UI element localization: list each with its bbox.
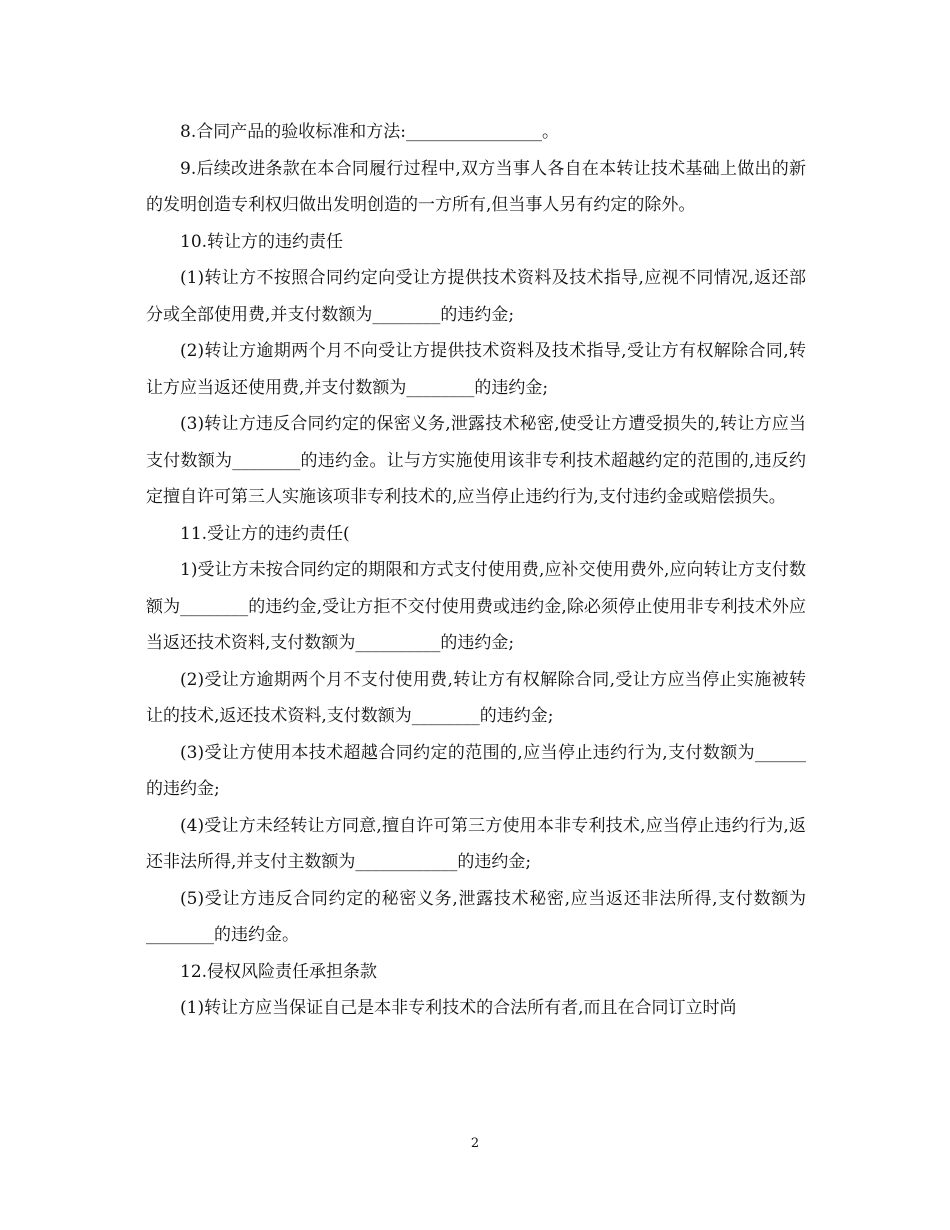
paragraph-clause-10-3: (3)转让方违反合同约定的保密义务,泄露技术秘密,使受让方遭受损失的,转让方应当支付数额为________的违约金。让与方实施使用该非专利技术超越约定的范围的,违反约定擅自许可第三人实施该项非专利技术的,应当停止违约行为,支付违约金或赔偿损失。 — [146, 414, 806, 507]
paragraph-clause-8: 8.合同产品的验收标准和方法:________________。 — [180, 122, 559, 142]
heading-clause-10: 10.转让方的违约责任 — [180, 231, 344, 252]
paragraph-clause-11-4: (4)受让方未经转让方同意,擅自许可第三方使用本非专利技术,应当停止违约行为,返还非法所得,并支付主数额为____________的违约金; — [146, 815, 806, 872]
paragraph-clause-11-5: (5)受让方违反合同约定的秘密义务,泄露技术秘密,应当返还非法所得,支付数额为________的违约金。 — [146, 888, 806, 945]
page-number: 2 — [470, 1136, 480, 1151]
paragraph-clause-11-2: (2)受让方逾期两个月不支付使用费,转让方有权解除合同,受让方应当停止实施被转让的技术,返还技术资料,支付数额为________的违约金; — [146, 669, 806, 726]
document-body — [146, 114, 806, 1027]
heading-clause-12: 12.侵权风险责任承担条款 — [180, 961, 378, 982]
paragraph-clause-11-3: (3)受让方使用本技术超越合同约定的范围的,应当停止违约行为,支付数额为______的违约金; — [146, 742, 806, 799]
paragraph-clause-10-1: (1)转让方不按照合同约定向受让方提供技术资料及技术指导,应视不同情况,返还部分或全部使用费,并支付数额为________的违约金; — [146, 268, 806, 325]
paragraph-clause-9: 9.后续改进条款在本合同履行过程中,双方当事人各自在本转让技术基础上做出的新的发明创造专利权归做出发明创造的一方所有,但当事人另有约定的除外。 — [146, 158, 806, 215]
paragraph-clause-12-1: (1)转让方应当保证自己是本非专利技术的合法所有者,而且在合同订立时尚 — [180, 998, 737, 1018]
paragraph-clause-10-2: (2)转让方逾期两个月不向受让方提供技术资料及技术指导,受让方有权解除合同,转让方应当返还使用费,并支付数额为________的违约金; — [146, 341, 806, 398]
heading-clause-11: 11.受让方的违约责任( — [180, 523, 350, 544]
paragraph-clause-11-1: 1)受让方未按合同约定的期限和方式支付使用费,应补交使用费外,应向转让方支付数额为________的违约金,受让方拒不交付使用费或违约金,除必须停止使用非专利技术外应当返还技术资料,支付数额为__________的违约金; — [146, 560, 806, 653]
